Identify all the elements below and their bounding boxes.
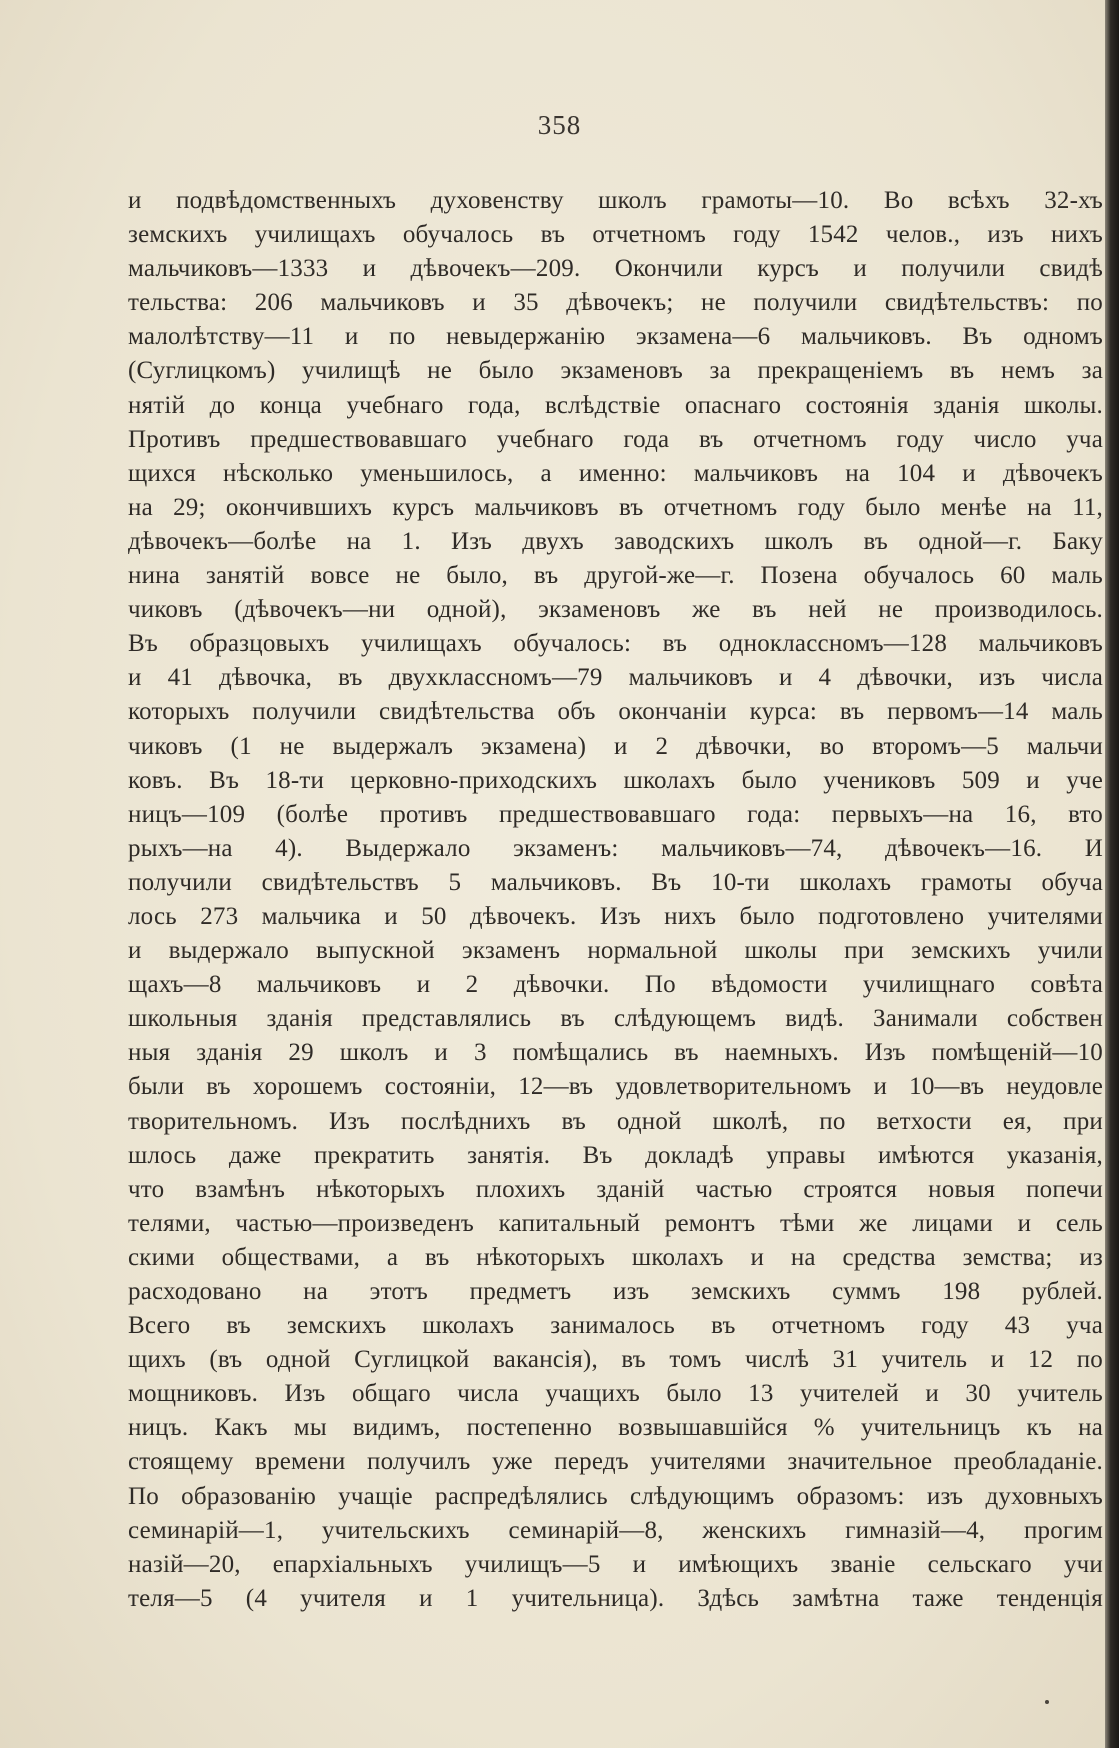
page-edge-shadow — [1105, 0, 1119, 1748]
text-line: Противъ предшествовавшаго учебнаго года въ отчетномъ году число уча — [128, 425, 1103, 453]
text-line: щихъ (въ одной Суглицкой вакансія), въ томъ числѣ 31 учитель и 12 по — [128, 1346, 1103, 1374]
text-line: шлось даже прекратить занятія. Въ докладѣ управы имѣются указанія, — [128, 1141, 1103, 1169]
text-line: на 29; окончившихъ курсъ мальчиковъ въ отчетномъ году было менѣе на 11, — [128, 493, 1103, 521]
text-line: семинарій—1, учительскихъ семинарій—8, женскихъ гимназій—4, прогим — [128, 1516, 1103, 1544]
text-line: нина занятій вовсе не было, въ другой-же—г. Позена обучалось 60 маль — [128, 562, 1103, 590]
text-line: щахъ—8 мальчиковъ и 2 дѣвочки. По вѣдомости училищнаго совѣта — [128, 971, 1103, 999]
text-line: расходовано на этотъ предметъ изъ земскихъ суммъ 198 рублей. — [128, 1278, 1103, 1305]
text-line: чиковъ (дѣвочекъ—ни одной), экзаменовъ же въ ней не производилось. — [128, 596, 1103, 624]
text-line: дѣвочекъ—болѣе на 1. Изъ двухъ заводскихъ школъ въ одной—г. Баку — [128, 527, 1103, 555]
text-line: земскихъ училищахъ обучалось въ отчетномъ году 1542 челов., изъ нихъ — [128, 221, 1103, 249]
text-line: Въ образцовыхъ училищахъ обучалось: въ одноклассномъ—128 мальчиковъ — [128, 630, 1103, 658]
text-line: лось 273 мальчика и 50 дѣвочекъ. Изъ нихъ было подготовлено учителями — [128, 902, 1103, 930]
text-line: и 41 дѣвочка, въ двухклассномъ—79 мальчиковъ и 4 дѣвочки, изъ числа — [128, 664, 1103, 692]
text-line: ницъ. Какъ мы видимъ, постепенно возвышавшійся % учительницъ къ на — [128, 1414, 1103, 1442]
text-line: тельства: 206 мальчиковъ и 35 дѣвочекъ; не получили свидѣтельствъ: по — [128, 289, 1103, 317]
text-line: телями, частью—произведенъ капитальный ремонтъ тѣми же лицами и сель — [128, 1209, 1103, 1237]
text-line: школьныя зданія представлялись въ слѣдующемъ видѣ. Занимали собствен — [128, 1005, 1103, 1033]
text-line: творительномъ. Изъ послѣднихъ въ одной школѣ, по ветхости ея, при — [128, 1107, 1103, 1135]
text-line: стоящему времени получилъ уже передъ учителями значительное преобладаніе. — [128, 1448, 1103, 1476]
page-number: 358 — [537, 110, 582, 140]
ink-mark — [1045, 1700, 1049, 1704]
text-line: что взамѣнъ нѣкоторыхъ плохихъ зданій частью строятся новыя попечи — [128, 1175, 1103, 1203]
text-line: ныя зданія 29 школъ и 3 помѣщались въ наемныхъ. Изъ помѣщеній—10 — [128, 1039, 1103, 1067]
text-line: получили свидѣтельствъ 5 мальчиковъ. Въ 10-ти школахъ грамоты обуча — [128, 868, 1103, 896]
text-line: были въ хорошемъ состояніи, 12—въ удовлетворительномъ и 10—въ неудовле — [128, 1073, 1103, 1101]
text-line: нятій до конца учебнаго года, вслѣдствіе опаснаго состоянія зданія школы. — [128, 391, 1103, 419]
text-line: назій—20, епархіальныхъ училищъ—5 и имѣющихъ званіе сельскаго учи — [128, 1550, 1103, 1578]
text-line: которыхъ получили свидѣтельства объ окончаніи курса: въ первомъ—14 маль — [128, 698, 1103, 726]
text-line: малолѣтству—11 и по невыдержанію экзамена—6 мальчиковъ. Въ одномъ — [128, 323, 1103, 351]
text-line: По образованію учащіе распредѣлялись слѣдующимъ образомъ: изъ духовныхъ — [128, 1482, 1103, 1510]
text-line: (Суглицкомъ) училищѣ не было экзаменовъ за прекращеніемъ въ немъ за — [128, 357, 1103, 385]
text-line: ковъ. Въ 18-ти церковно-приходскихъ школахъ было учениковъ 509 и уче — [128, 766, 1103, 794]
text-line: и выдержало выпускной экзаменъ нормальной школы при земскихъ учили — [128, 937, 1103, 965]
text-line: ницъ—109 (болѣе противъ предшествовавшаго года: первыхъ—на 16, вто — [128, 800, 1103, 828]
text-line: и подвѣдомственныхъ духовенству школъ грамоты—10. Во всѣхъ 32-хъ — [128, 187, 1103, 214]
text-line: скими обществами, а въ нѣкоторыхъ школахъ и на средства земства; из — [128, 1243, 1103, 1271]
body-text — [128, 184, 1103, 1684]
text-line: мощниковъ. Изъ общаго числа учащихъ было 13 учителей и 30 учитель — [128, 1380, 1103, 1408]
text-line: мальчиковъ—1333 и дѣвочекъ—209. Окончили курсъ и получили свидѣ — [128, 255, 1103, 283]
text-line: рыхъ—на 4). Выдержало экзаменъ: мальчиковъ—74, дѣвочекъ—16. И — [128, 834, 1103, 862]
text-line: чиковъ (1 не выдержалъ экзамена) и 2 дѣвочки, во второмъ—5 мальчи — [128, 732, 1103, 760]
text-line: Всего въ земскихъ школахъ занималось въ отчетномъ году 43 уча — [128, 1312, 1103, 1340]
text-line: щихся нѣсколько уменьшилось, а именно: мальчиковъ на 104 и дѣвочекъ — [128, 459, 1103, 487]
text-line: теля—5 (4 учителя и 1 учительница). Здѣсь замѣтна таже тенденція — [128, 1584, 1103, 1612]
